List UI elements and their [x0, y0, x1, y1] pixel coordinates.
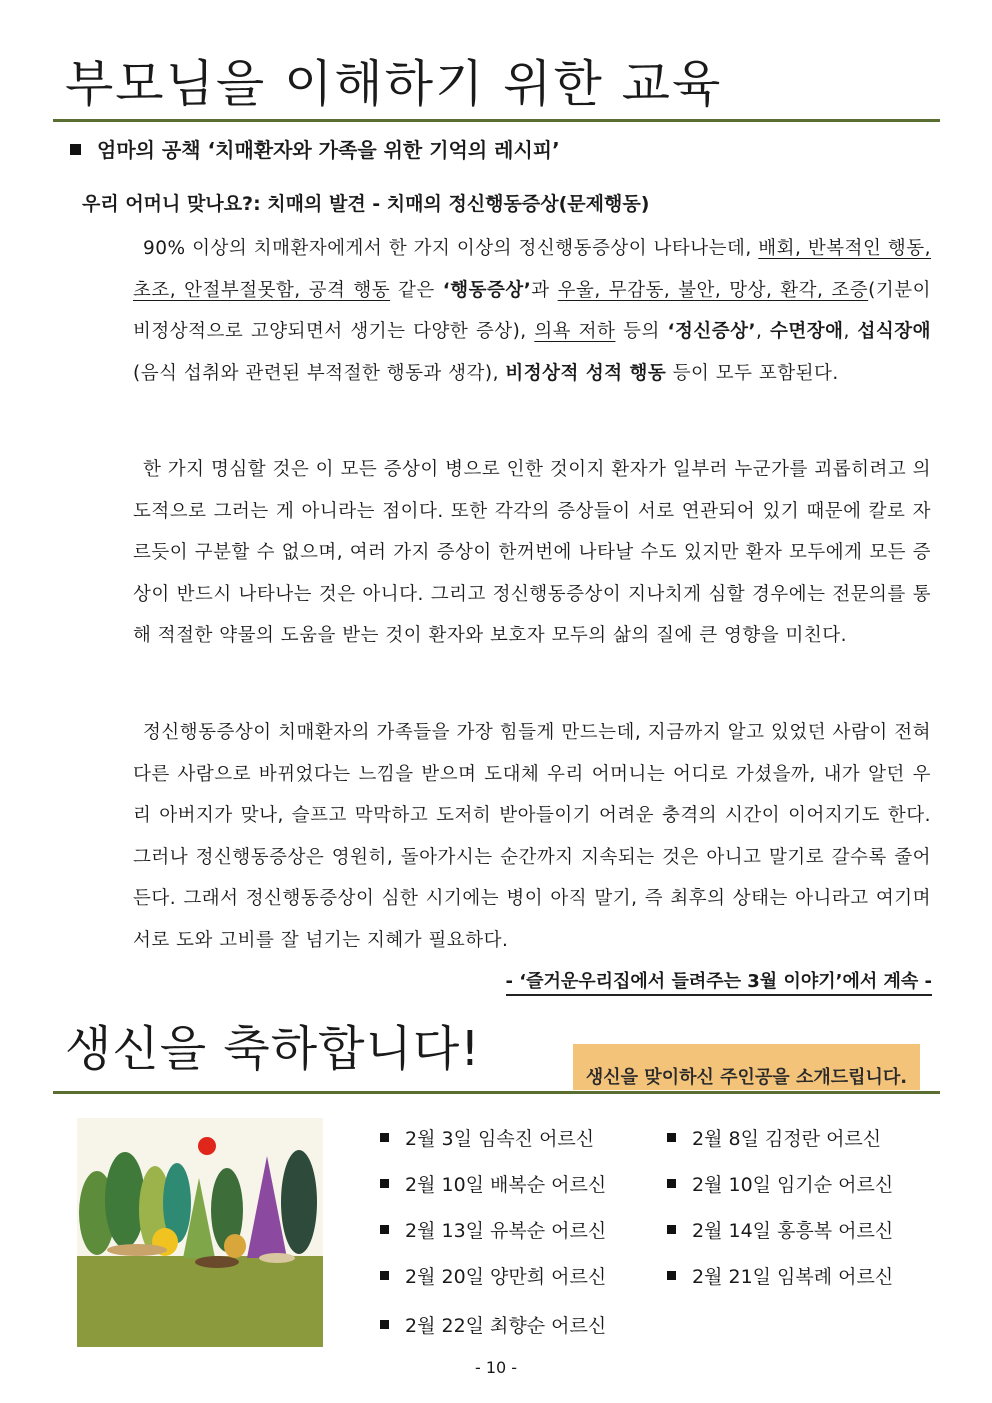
text-run: (음식 섭취와 관련된 부적절한 행동과 생각), [133, 362, 506, 384]
bold-text: 섭식장애 [857, 321, 931, 342]
birthday-text: 2월 13일 유복순 어르신 [405, 1220, 607, 1242]
section-heading-text: 엄마의 공책 ‘치매환자와 가족을 위한 기억의 레시피’ [97, 138, 560, 162]
birthday-text: 2월 10일 임기순 어르신 [692, 1174, 894, 1196]
text-run: 같은 [390, 279, 443, 301]
section-heading [70, 134, 560, 163]
birthday-item [380, 1262, 606, 1289]
text-run: , [756, 321, 771, 342]
square-bullet-icon [667, 1225, 676, 1234]
birthday-title: 생신을 축하합니다! [65, 1021, 481, 1077]
bold-text: ‘행동증상’ [442, 279, 532, 301]
paragraph-3 [133, 712, 931, 961]
birthday-text: 2월 22일 최향순 어르신 [405, 1315, 607, 1337]
text-run: 등이 모두 포함된다. [666, 362, 839, 384]
birthday-item [667, 1216, 893, 1243]
birthday-intro: 생신을 맞이하신 주인공을 소개드립니다. [573, 1044, 920, 1090]
bold-text: ‘정신증상’ [667, 321, 756, 342]
text-run: , [843, 321, 858, 342]
paragraph-3-text: 정신행동증상이 치매환자의 가족들을 가장 힘들게 만드는데, 지금까지 알고 있었던 사람이 전혀 다른 사람으로 바뀌었다는 느낌을 받으며 도대체 우리 어머니는 어디로 가셨을까, 내가 알던 우리 아버지가 맞나, 슬프고 막막하고 도저히 받아들이기 어려운 충격의 시간이 이어지기도 한다. 그러나 정신행동증상은 영원히, 돌아가시는 순간까지 지속되는 것은 아니고 말기로 갈수록 줄어든다. 그래서 정신행동증상이 심한 시기에는 병이 아직 말기, 즉 최후의 상태는 아니라고 여기며 서로 도와 고비를 잘 넘기는 지혜가 필요하다. [133, 722, 931, 951]
text-run: (기분이 비정상적으로 고양되면서 생기는 다양한 증상), [133, 279, 931, 342]
text-run: 90% 이상의 치매환자에게서 한 가지 이상의 정신행동증상이 나타나는데, [143, 238, 759, 259]
square-bullet-icon [70, 144, 81, 155]
birthday-item [667, 1262, 893, 1289]
birthday-divider [53, 1091, 940, 1094]
square-bullet-icon [380, 1271, 389, 1280]
underlined-text: 배회, 반복적인 행동, 초조, 안절부절못함, 공격 행동 [133, 238, 932, 301]
birthday-text: 2월 14일 홍흥복 어르신 [692, 1220, 894, 1242]
square-bullet-icon [380, 1225, 389, 1234]
birthday-text: 2월 21일 임복례 어르신 [692, 1266, 894, 1288]
birthday-item [380, 1216, 606, 1243]
birthday-item [380, 1124, 594, 1151]
text-run: 과 [531, 279, 558, 301]
page-number: - 10 - [474, 1358, 518, 1377]
text-run: 등의 [615, 321, 668, 342]
bold-text: 수면장애 [770, 321, 844, 342]
paragraph-1 [133, 228, 931, 394]
birthday-text: 2월 3일 임속진 어르신 [405, 1128, 595, 1150]
square-bullet-icon [380, 1179, 389, 1188]
source-note: - ‘즐거운우리집에서 들려주는 3월 이야기’에서 계속 - [506, 970, 933, 996]
birthday-text: 2월 8일 김정란 어르신 [692, 1128, 882, 1150]
birthday-item [667, 1170, 893, 1197]
square-bullet-icon [380, 1320, 389, 1329]
square-bullet-icon [380, 1133, 389, 1142]
page-title: 부모님을 이해하기 위한 교육 [65, 55, 723, 113]
birthday-item [380, 1170, 606, 1197]
square-bullet-icon [667, 1133, 676, 1142]
title-divider [53, 119, 940, 122]
paragraph-2-text: 한 가지 명심할 것은 이 모든 증상이 병으로 인한 것이지 환자가 일부러 누군가를 괴롭히려고 의도적으로 그러는 게 아니라는 점이다. 또한 각각의 증상들이 서로 연관되어 있기 때문에 칼로 자르듯이 구분할 수 없으며, 여러 가지 증상이 한꺼번에 나타날 수도 있지만 환자 모두에게 모든 증상이 반드시 나타나는 것은 아니다. 그리고 정신행동증상이 지나치게 심할 경우에는 전문의를 통해 적절한 약물의 도움을 받는 것이 환자와 보호자 모두의 삶의 질에 큰 영향을 미친다. [133, 459, 931, 646]
birthday-text: 2월 20일 양만희 어르신 [405, 1266, 607, 1288]
square-bullet-icon [667, 1271, 676, 1280]
bold-text: 비정상적 성적 행동 [505, 362, 667, 384]
birthday-item [667, 1124, 881, 1151]
subheading: 우리 어머니 맞나요?: 치매의 발견 - 치매의 정신행동증상(문제행동) [82, 193, 650, 215]
birthday-text: 2월 10일 배복순 어르신 [405, 1174, 607, 1196]
underlined-text: 의욕 저하 [534, 321, 616, 342]
forest-painting [77, 1118, 323, 1347]
square-bullet-icon [667, 1179, 676, 1188]
paragraph-2 [133, 449, 931, 657]
birthday-item [380, 1311, 606, 1338]
underlined-text: 우울, 무감동, 불안, 망상, 환각, 조증 [557, 279, 869, 301]
